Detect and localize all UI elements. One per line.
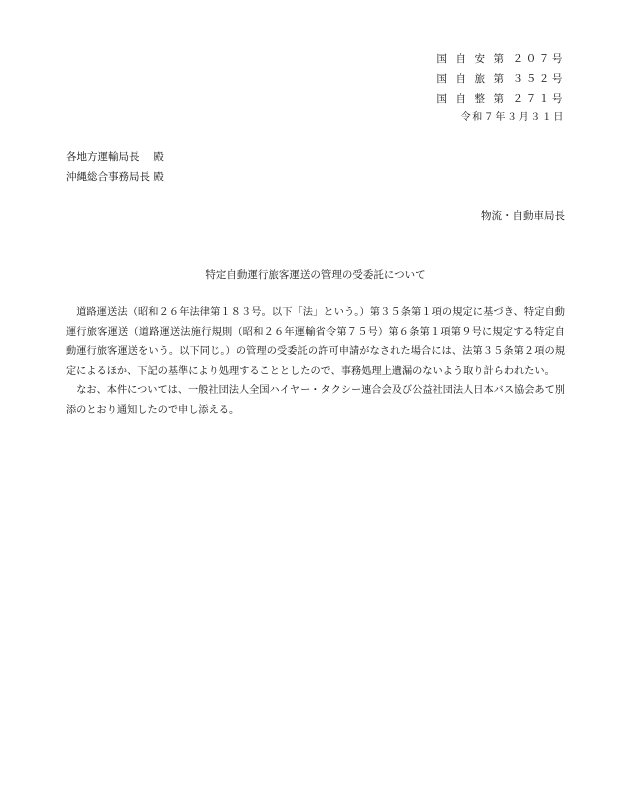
addressee-okinawa-office: 沖縄総合事務局長 殿 <box>66 171 164 183</box>
sender: 物流・自動車局長 <box>481 210 565 222</box>
document-subject: 特定自動運行旅客運送の管理の受委託について <box>205 269 426 281</box>
addressee-regional-bureau: 各地方運輸局長 殿 <box>66 151 164 163</box>
document-number-passenger: 国 自 旅 第 ３５２号 <box>436 73 565 85</box>
document-number-safety: 国 自 安 第 ２０７号 <box>436 53 565 65</box>
body-paragraph-note: なお、本件については、一般社団法人全国ハイヤー・タクシー連合会及び公益社団法人日本バス協会あて別添のとおり通知したので申し添える。 <box>66 385 565 416</box>
issue-date: 令和７年３月３１日 <box>460 112 565 123</box>
body-paragraph-main: 道路運送法（昭和２６年法律第１８３号。以下「法」という。）第３５条第１項の規定に基づき、特定自動運行旅客運送（道路運送法施行規則（昭和２６年運輸省令第７５号）第６条第１項第９号に規定する特定自動運行旅客運送をいう。以下同じ。）の管理の受委託の許可申請がなされた場合には、法第３５条第２項の規定によるほか、下記の基準により処理することとしたので、事務処理上遺漏のないよう取り計らわれたい。 <box>66 307 565 377</box>
document-number-maintenance: 国 自 整 第 ２７１号 <box>436 93 565 105</box>
document-body <box>66 303 565 421</box>
